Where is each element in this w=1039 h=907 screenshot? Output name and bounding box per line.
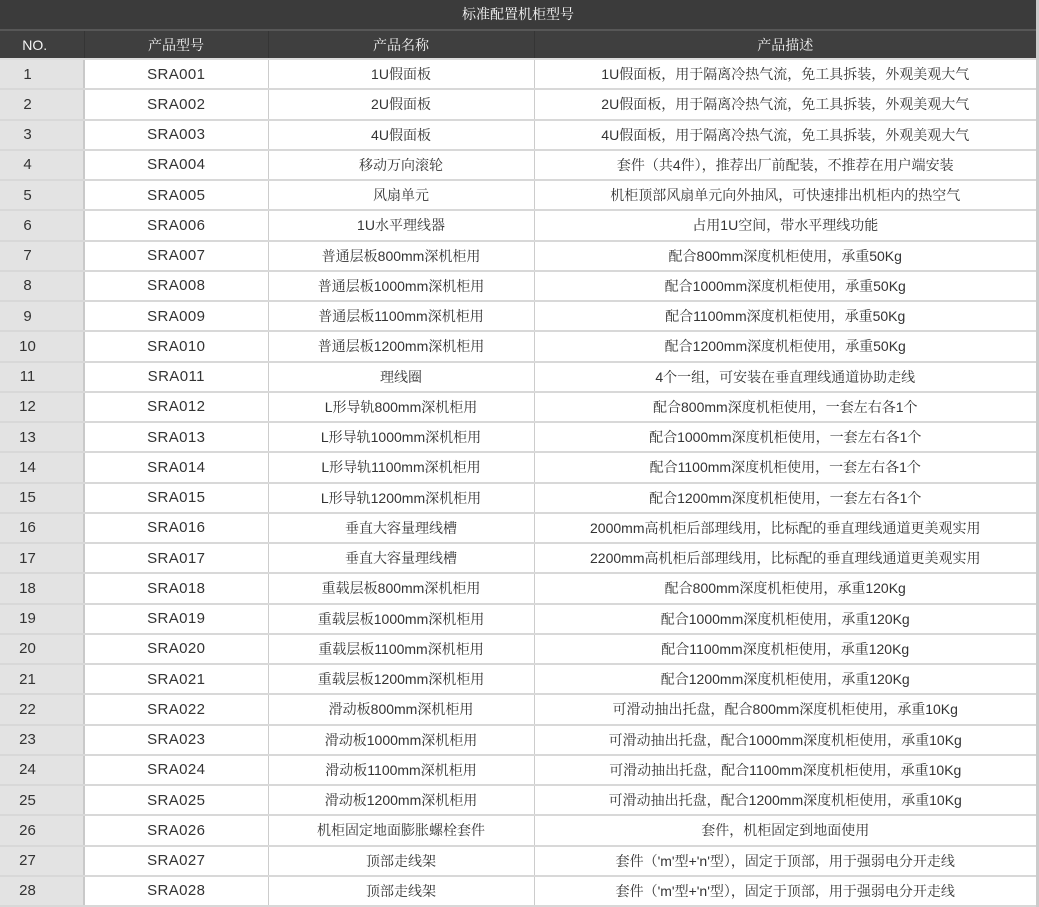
cell-product-desc: 配合800mm深度机柜使用，承重120Kg <box>534 573 1036 603</box>
cell-product-desc: 4个一组，可安装在垂直理线通道协助走线 <box>534 362 1036 392</box>
cell-product-model: SRA009 <box>84 301 268 331</box>
cell-product-model: SRA003 <box>84 120 268 150</box>
cell-product-name: 顶部走线架 <box>268 876 534 906</box>
table-row <box>0 392 1036 422</box>
cell-product-model: SRA015 <box>84 483 268 513</box>
cell-row-number: 6 <box>0 210 84 240</box>
cell-product-name: 移动万向滚轮 <box>268 150 534 180</box>
cell-product-name: 2U假面板 <box>268 89 534 119</box>
cell-product-name: 重载层板1100mm深机柜用 <box>268 634 534 664</box>
column-header-desc: 产品描述 <box>534 31 1036 59</box>
table-row <box>0 604 1036 634</box>
table-row <box>0 210 1036 240</box>
cell-product-desc: 占用1U空间，带水平理线功能 <box>534 210 1036 240</box>
table-row <box>0 785 1036 815</box>
cell-product-model: SRA010 <box>84 331 268 361</box>
cell-product-desc: 2U假面板，用于隔离冷热气流，免工具拆装，外观美观大气 <box>534 89 1036 119</box>
table-row <box>0 301 1036 331</box>
cell-product-desc: 配合1100mm深度机柜使用，承重120Kg <box>534 634 1036 664</box>
cell-product-name: 滑动板1100mm深机柜用 <box>268 755 534 785</box>
table-row <box>0 543 1036 573</box>
cell-product-name: 重载层板1000mm深机柜用 <box>268 604 534 634</box>
cell-product-name: 普通层板1000mm深机柜用 <box>268 271 534 301</box>
cell-product-desc: 可滑动抽出托盘，配合1200mm深度机柜使用，承重10Kg <box>534 785 1036 815</box>
cell-product-name: 滑动板1000mm深机柜用 <box>268 725 534 755</box>
cell-product-desc: 配合800mm深度机柜使用，承重50Kg <box>534 241 1036 271</box>
table-row <box>0 846 1036 876</box>
cell-product-desc: 套件（'m'型+'n'型），固定于顶部，用于强弱电分开走线 <box>534 876 1036 906</box>
cell-product-desc: 可滑动抽出托盘，配合1100mm深度机柜使用，承重10Kg <box>534 755 1036 785</box>
cell-product-model: SRA008 <box>84 271 268 301</box>
cell-product-model: SRA022 <box>84 694 268 724</box>
cell-product-model: SRA006 <box>84 210 268 240</box>
cell-product-model: SRA026 <box>84 815 268 845</box>
table-title: 标准配置机柜型号 <box>0 0 1036 31</box>
cell-row-number: 11 <box>0 362 84 392</box>
cell-product-name: 4U假面板 <box>268 120 534 150</box>
cell-row-number: 27 <box>0 846 84 876</box>
cell-product-desc: 套件（共4件），推荐出厂前配装，不推荐在用户端安装 <box>534 150 1036 180</box>
table-row <box>0 664 1036 694</box>
cell-product-model: SRA004 <box>84 150 268 180</box>
table-row <box>0 483 1036 513</box>
table-row <box>0 241 1036 271</box>
table-row <box>0 876 1036 906</box>
cell-row-number: 9 <box>0 301 84 331</box>
column-header-no: NO. <box>0 31 84 59</box>
cell-product-desc: 2000mm高机柜后部理线用，比标配的垂直理线通道更美观实用 <box>534 513 1036 543</box>
cell-product-desc: 4U假面板，用于隔离冷热气流，免工具拆装，外观美观大气 <box>534 120 1036 150</box>
cell-product-name: L形导轨800mm深机柜用 <box>268 392 534 422</box>
table-row <box>0 513 1036 543</box>
cell-row-number: 15 <box>0 483 84 513</box>
cell-product-desc: 套件，机柜固定到地面使用 <box>534 815 1036 845</box>
cell-product-model: SRA001 <box>84 59 268 89</box>
cell-product-desc: 配合1000mm深度机柜使用，一套左右各1个 <box>534 422 1036 452</box>
table-row <box>0 755 1036 785</box>
cell-product-model: SRA028 <box>84 876 268 906</box>
cell-product-name: 1U假面板 <box>268 59 534 89</box>
cell-product-model: SRA012 <box>84 392 268 422</box>
cell-product-desc: 配合1000mm深度机柜使用，承重120Kg <box>534 604 1036 634</box>
cell-product-desc: 2200mm高机柜后部理线用，比标配的垂直理线通道更美观实用 <box>534 543 1036 573</box>
table-row <box>0 452 1036 482</box>
cell-product-desc: 配合1200mm深度机柜使用，一套左右各1个 <box>534 483 1036 513</box>
table-row <box>0 362 1036 392</box>
cell-product-model: SRA024 <box>84 755 268 785</box>
cell-product-model: SRA019 <box>84 604 268 634</box>
table-row <box>0 725 1036 755</box>
cell-row-number: 17 <box>0 543 84 573</box>
cell-product-name: 理线圈 <box>268 362 534 392</box>
header-row <box>0 31 1036 59</box>
cell-product-desc: 配合1000mm深度机柜使用，承重50Kg <box>534 271 1036 301</box>
cell-product-name: 机柜固定地面膨胀螺栓套件 <box>268 815 534 845</box>
cell-product-name: 重载层板1200mm深机柜用 <box>268 664 534 694</box>
cell-row-number: 8 <box>0 271 84 301</box>
cell-row-number: 4 <box>0 150 84 180</box>
cell-row-number: 3 <box>0 120 84 150</box>
cell-row-number: 24 <box>0 755 84 785</box>
product-table <box>0 31 1036 907</box>
cell-row-number: 21 <box>0 664 84 694</box>
cell-product-name: 顶部走线架 <box>268 846 534 876</box>
cell-product-name: 垂直大容量理线槽 <box>268 513 534 543</box>
cell-product-desc: 配合1100mm深度机柜使用，承重50Kg <box>534 301 1036 331</box>
cell-product-model: SRA007 <box>84 241 268 271</box>
cell-row-number: 28 <box>0 876 84 906</box>
cell-row-number: 18 <box>0 573 84 603</box>
table-row <box>0 120 1036 150</box>
cell-product-desc: 可滑动抽出托盘，配合800mm深度机柜使用，承重10Kg <box>534 694 1036 724</box>
cell-product-model: SRA023 <box>84 725 268 755</box>
cell-row-number: 10 <box>0 331 84 361</box>
cell-row-number: 2 <box>0 89 84 119</box>
cell-product-model: SRA027 <box>84 846 268 876</box>
cell-row-number: 26 <box>0 815 84 845</box>
table-row <box>0 150 1036 180</box>
cell-product-desc: 配合800mm深度机柜使用，一套左右各1个 <box>534 392 1036 422</box>
cell-product-model: SRA020 <box>84 634 268 664</box>
column-header-name: 产品名称 <box>268 31 534 59</box>
cell-product-name: L形导轨1200mm深机柜用 <box>268 483 534 513</box>
cell-product-model: SRA025 <box>84 785 268 815</box>
table-row <box>0 634 1036 664</box>
table-row <box>0 694 1036 724</box>
cell-product-name: 风扇单元 <box>268 180 534 210</box>
table-row <box>0 573 1036 603</box>
table-row <box>0 331 1036 361</box>
cell-product-desc: 配合1100mm深度机柜使用，一套左右各1个 <box>534 452 1036 482</box>
cell-row-number: 5 <box>0 180 84 210</box>
cell-product-name: 重载层板800mm深机柜用 <box>268 573 534 603</box>
cell-product-model: SRA017 <box>84 543 268 573</box>
cell-product-name: 滑动板800mm深机柜用 <box>268 694 534 724</box>
cell-product-model: SRA013 <box>84 422 268 452</box>
table-row <box>0 180 1036 210</box>
cell-row-number: 22 <box>0 694 84 724</box>
column-header-model: 产品型号 <box>84 31 268 59</box>
cell-row-number: 25 <box>0 785 84 815</box>
cell-product-desc: 1U假面板，用于隔离冷热气流，免工具拆装，外观美观大气 <box>534 59 1036 89</box>
cell-product-desc: 配合1200mm深度机柜使用，承重120Kg <box>534 664 1036 694</box>
cell-product-name: 普通层板1200mm深机柜用 <box>268 331 534 361</box>
cell-row-number: 20 <box>0 634 84 664</box>
cell-row-number: 12 <box>0 392 84 422</box>
cell-product-name: L形导轨1100mm深机柜用 <box>268 452 534 482</box>
cell-row-number: 1 <box>0 59 84 89</box>
cell-product-desc: 配合1200mm深度机柜使用，承重50Kg <box>534 331 1036 361</box>
cell-product-name: L形导轨1000mm深机柜用 <box>268 422 534 452</box>
table-row <box>0 59 1036 89</box>
cell-product-name: 垂直大容量理线槽 <box>268 543 534 573</box>
cell-row-number: 7 <box>0 241 84 271</box>
table-body <box>0 59 1036 906</box>
cell-row-number: 14 <box>0 452 84 482</box>
cell-row-number: 13 <box>0 422 84 452</box>
cell-product-desc: 套件（'m'型+'n'型），固定于顶部，用于强弱电分开走线 <box>534 846 1036 876</box>
cell-product-model: SRA021 <box>84 664 268 694</box>
cell-row-number: 23 <box>0 725 84 755</box>
table-row <box>0 271 1036 301</box>
cell-product-desc: 机柜顶部风扇单元向外抽风，可快速排出机柜内的热空气 <box>534 180 1036 210</box>
cell-row-number: 16 <box>0 513 84 543</box>
cell-product-name: 1U水平理线器 <box>268 210 534 240</box>
table-row <box>0 422 1036 452</box>
cell-product-model: SRA018 <box>84 573 268 603</box>
cell-product-model: SRA016 <box>84 513 268 543</box>
cell-product-model: SRA002 <box>84 89 268 119</box>
cell-product-name: 普通层板800mm深机柜用 <box>268 241 534 271</box>
cell-product-model: SRA014 <box>84 452 268 482</box>
cell-product-name: 滑动板1200mm深机柜用 <box>268 785 534 815</box>
cell-product-name: 普通层板1100mm深机柜用 <box>268 301 534 331</box>
cell-product-model: SRA005 <box>84 180 268 210</box>
cell-product-desc: 可滑动抽出托盘，配合1000mm深度机柜使用，承重10Kg <box>534 725 1036 755</box>
cell-row-number: 19 <box>0 604 84 634</box>
table-row <box>0 815 1036 845</box>
cell-product-model: SRA011 <box>84 362 268 392</box>
table-row <box>0 89 1036 119</box>
